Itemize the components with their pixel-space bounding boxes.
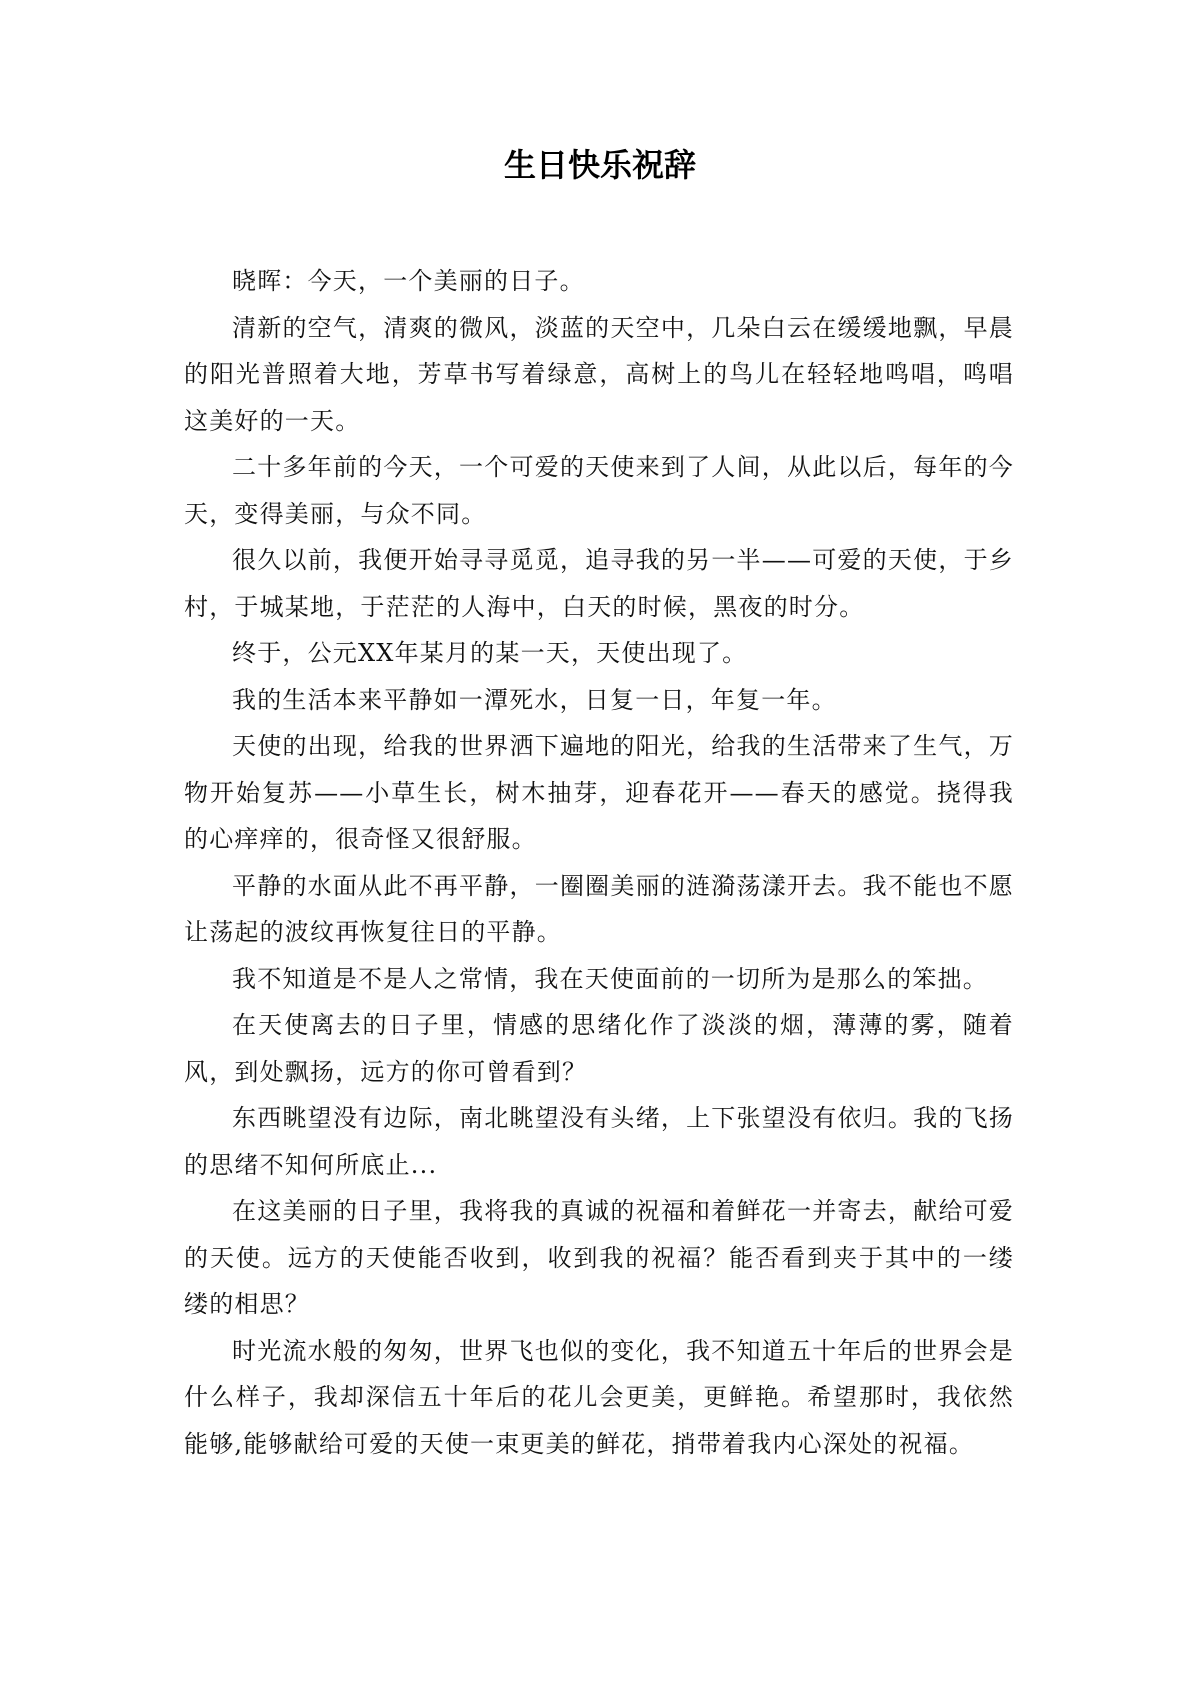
paragraph: 时光流水般的匆匆，世界飞也似的变化，我不知道五十年后的世界会是什么样子，我却深信五十年后的花儿会更美，更鲜艳。希望那时，我依然能够,能够献给可爱的天使一束更美的鲜花，捎带着我内心深处的祝福。	[184, 1336, 1014, 1458]
paragraph: 我的生活本来平静如一潭死水，日复一日，年复一年。	[232, 685, 837, 714]
paragraph: 我不知道是不是人之常情，我在天使面前的一切所为是那么的笨拙。	[232, 964, 988, 993]
paragraph: 很久以前，我便开始寻寻觅觅，追寻我的另一半——可爱的天使，于乡村，于城某地，于茫茫的人海中，白天的时候，黑夜的时分。	[184, 546, 1014, 621]
paragraph: 晓晖：今天，一个美丽的日子。	[232, 267, 585, 295]
paragraph: 东西眺望没有边际，南北眺望没有头绪，上下张望没有依归。我的飞扬的思绪不知何所底止...	[184, 1104, 1014, 1179]
paragraph: 天使的出现，给我的世界洒下遍地的阳光，给我的生活带来了生气，万物开始复苏——小草生长，树木抽芽，迎春花开——春天的感觉。挠得我的心痒痒的，很奇怪又很舒服。	[184, 732, 1014, 853]
paragraph: 平静的水面从此不再平静，一圈圈美丽的涟漪荡漾开去。我不能也不愿让荡起的波纹再恢复往日的平静。	[184, 871, 1014, 946]
document-body	[184, 258, 1014, 1467]
paragraph: 在这美丽的日子里，我将我的真诚的祝福和着鲜花一并寄去，献给可爱的天使。远方的天使能否收到，收到我的祝福？能否看到夹于其中的一缕缕的相思？	[184, 1197, 1014, 1318]
paragraph: 在天使离去的日子里，情感的思绪化作了淡淡的烟，薄薄的雾，随着风，到处飘扬，远方的你可曾看到？	[184, 1011, 1014, 1086]
paragraph: 二十多年前的今天，一个可爱的天使来到了人间，从此以后，每年的今天，变得美丽，与众不同。	[184, 453, 1014, 528]
paragraph: 清新的空气，清爽的微风，淡蓝的天空中，几朵白云在缓缓地飘，早晨的阳光普照着大地，芳草书写着绿意，高树上的鸟儿在轻轻地鸣唱，鸣唱这美好的一天。	[184, 313, 1014, 435]
document-title: 生日快乐祝辞	[503, 146, 696, 184]
paragraph: 终于，公元XX年某月的某一天，天使出现了。	[232, 639, 748, 667]
